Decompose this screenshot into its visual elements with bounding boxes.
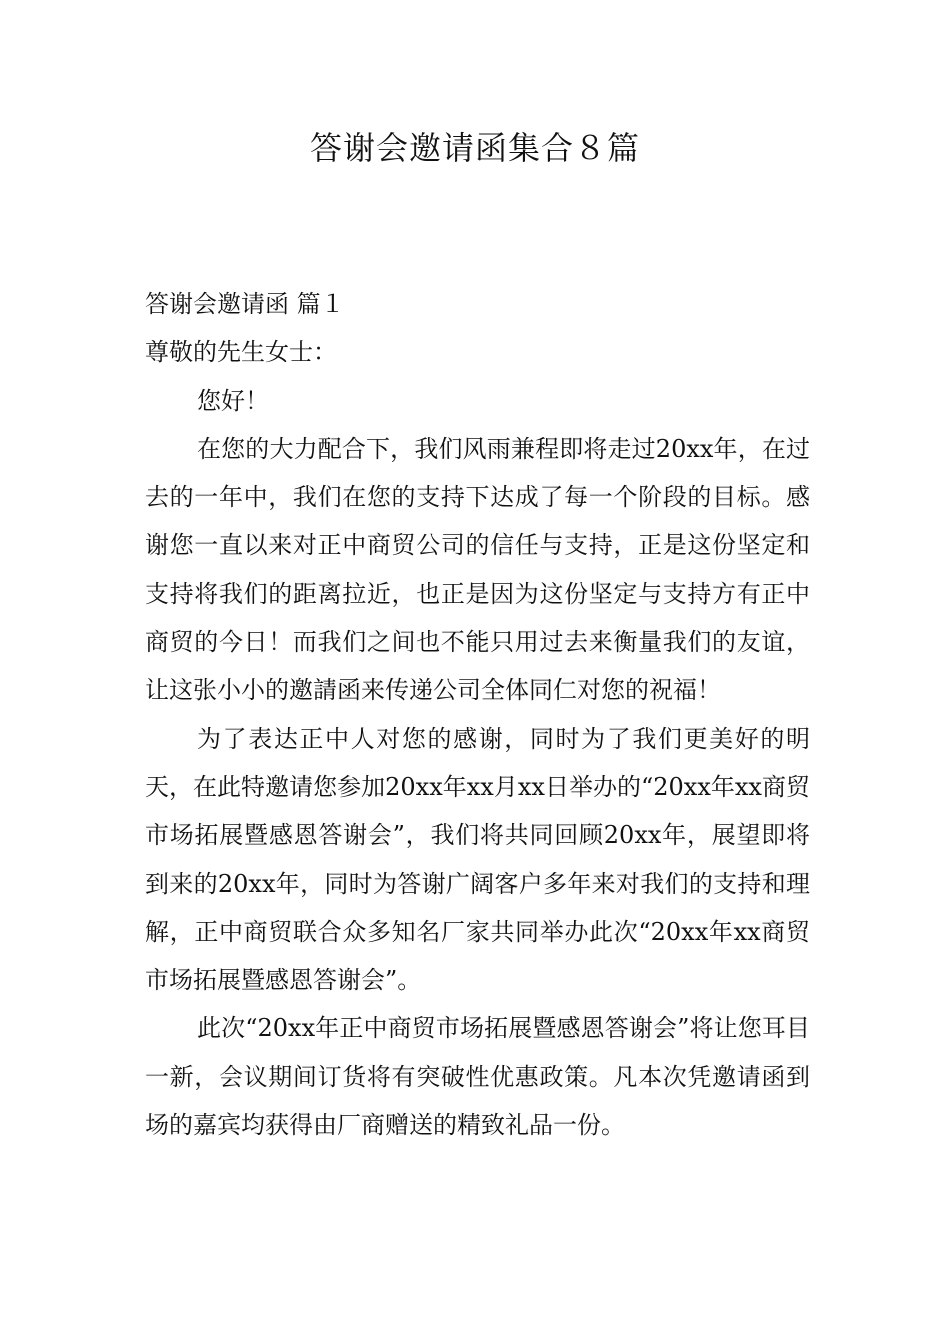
paragraph-3: 此次“20xx年正中商贸市场拓展暨感恩答谢会”将让您耳目一新，会议期间订货将有突破性优惠政策。凡本次凭邀请函到场的嘉宾均获得由厂商赠送的精致礼品一份。 xyxy=(145,1014,810,1140)
document-title: 答谢会邀请函集合８篇 xyxy=(309,129,640,167)
document-body xyxy=(145,280,810,1149)
paragraph-2: 为了表达正中人对您的感谢，同时为了我们更美好的明天，在此特邀请您参加20xx年xx月xx日举办的“20xx年xx商贸市场拓展暨感恩答谢会”，我们将共同回顾20xx年，展望即将到来的20xx年，同时为答谢广阔客户多年来对我们的支持和理解，正中商贸联合众多知名厂家共同举办此次“20xx年xx商贸市场拓展暨感恩答谢会”。 xyxy=(145,724,810,995)
greeting: 您好！ xyxy=(197,386,269,415)
salutation: 尊敬的先生女士： xyxy=(145,338,337,367)
paragraph-1: 在您的大力配合下，我们风雨兼程即将走过20xx年，在过去的一年中，我们在您的支持下达成了每一个阶段的目标。感谢您一直以来对正中商贸公司的信任与支持，正是这份坚定和支持将我们的距离拉近，也正是因为这份坚定与支持方有正中商贸的今日！而我们之间也不能只用过去来衡量我们的友谊，让这张小小的邀請函来传递公司全体同仁对您的祝福！ xyxy=(145,434,810,705)
section-heading: 答谢会邀请函 篇１ xyxy=(145,290,345,318)
